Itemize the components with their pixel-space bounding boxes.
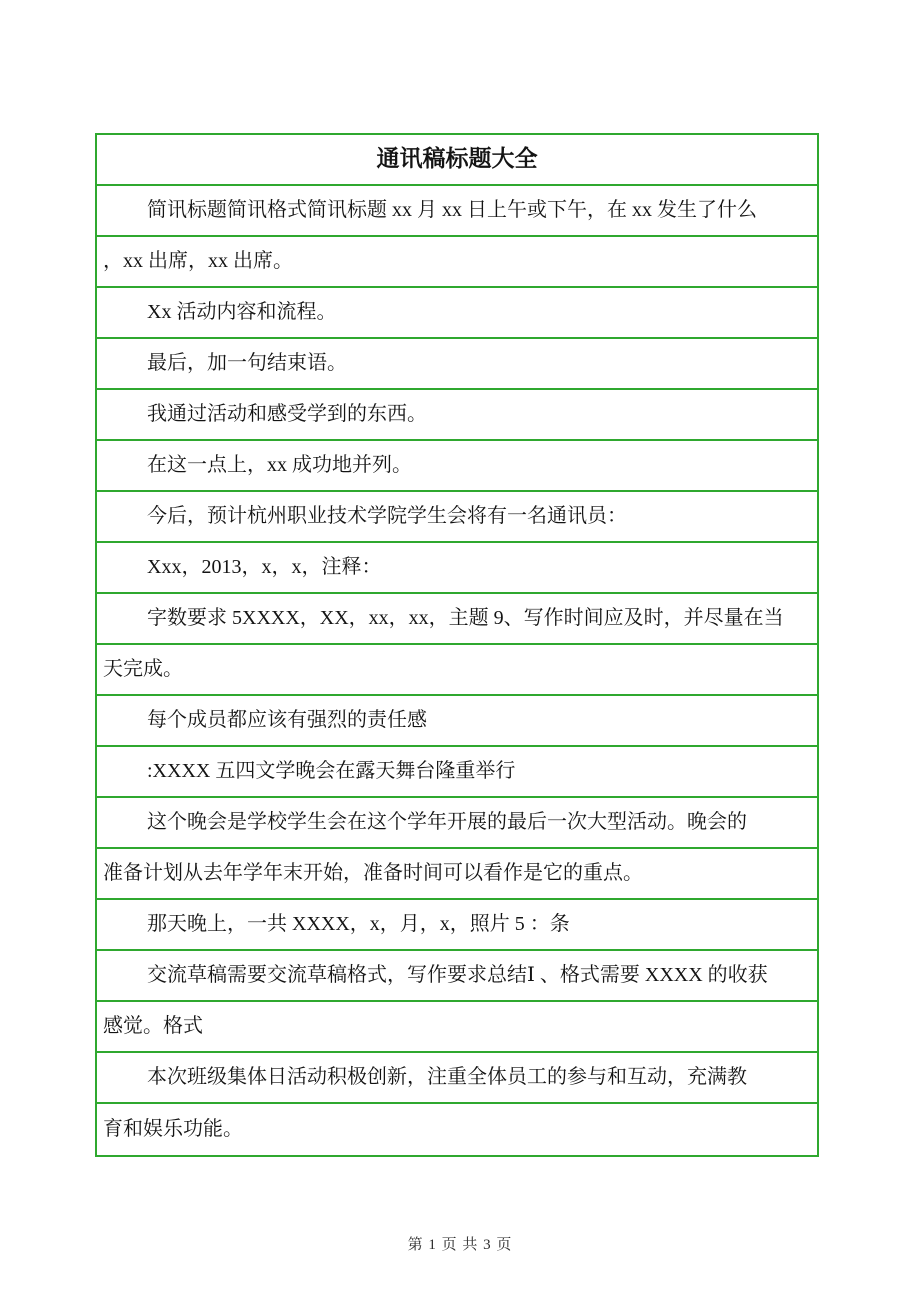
table-row	[97, 441, 817, 492]
row-text: 每个成员都应该有强烈的责任感	[147, 709, 427, 731]
row-text: 今后，预计杭州职业技术学院学生会将有一名通讯员：	[147, 505, 627, 527]
table-row	[97, 288, 817, 339]
table-row	[97, 339, 817, 390]
row-text: 天完成。	[103, 658, 183, 680]
table-row	[97, 543, 817, 594]
table-row	[97, 747, 817, 798]
table-row	[97, 1002, 817, 1053]
row-text: 育和娱乐功能。	[103, 1118, 243, 1140]
table-row	[97, 186, 817, 237]
row-text: Xx 活动内容和流程。	[147, 301, 337, 323]
table-row	[97, 951, 817, 1002]
table-title-row	[97, 135, 817, 186]
row-text: 在这一点上，xx 成功地并列。	[147, 454, 412, 476]
table-row	[97, 1053, 817, 1104]
row-text: 通讯稿标题大全	[376, 146, 538, 172]
row-text: 那天晚上，一共 XXXX，x，月，x，照片 5 ：条	[147, 913, 570, 935]
row-text: 本次班级集体日活动积极创新，注重全体员工的参与和互动，充满教	[147, 1066, 747, 1088]
table-row	[97, 798, 817, 849]
table-row	[97, 594, 817, 645]
row-text: 字数要求 5XXXX，XX，xx，xx，主题 9、写作时间应及时，并尽量在当	[147, 607, 784, 629]
table-row	[97, 390, 817, 441]
row-text: ，xx 出席，xx 出席。	[103, 250, 293, 272]
table-row	[97, 900, 817, 951]
row-text: 这个晚会是学校学生会在这个学年开展的最后一次大型活动。晚会的	[147, 811, 747, 833]
document-table	[95, 133, 819, 1157]
table-row	[97, 237, 817, 288]
row-text: :XXXX 五四文学晚会在露天舞台隆重举行	[147, 760, 516, 782]
row-text: 交流草稿需要交流草稿格式，写作要求总结Ⅰ 、格式需要 XXXX 的收获	[147, 964, 768, 986]
page-footer	[0, 1233, 920, 1254]
row-text: 准备计划从去年学年末开始，准备时间可以看作是它的重点。	[103, 862, 643, 884]
row-text: 最后，加一句结束语。	[147, 352, 347, 374]
table-row	[97, 492, 817, 543]
row-text: Xxx，2013，x，x，注释：	[147, 556, 382, 578]
table-row	[97, 645, 817, 696]
page-number: 第 1 页 共 3 页	[407, 1237, 513, 1253]
table-row	[97, 1104, 817, 1155]
row-text: 感觉。格式	[103, 1015, 203, 1037]
row-text: 简讯标题简讯格式简讯标题 xx 月 xx 日上午或下午，在 xx 发生了什么	[147, 199, 757, 221]
table-row	[97, 696, 817, 747]
row-text: 我通过活动和感受学到的东西。	[147, 403, 427, 425]
table-row	[97, 849, 817, 900]
